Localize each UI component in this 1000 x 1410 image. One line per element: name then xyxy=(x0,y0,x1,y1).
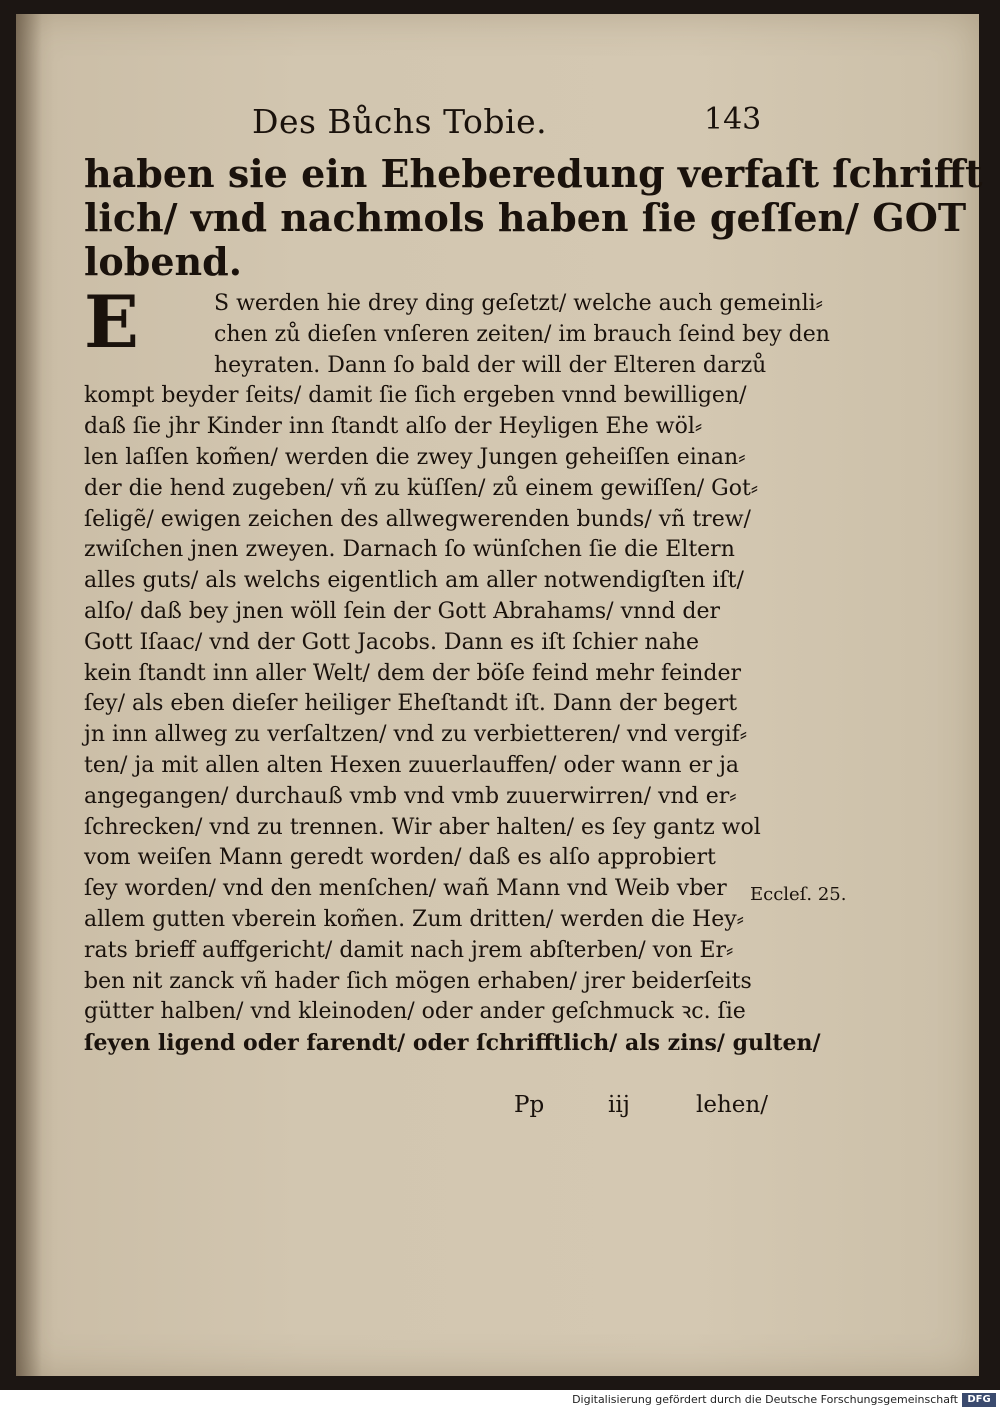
body-line: Gott Iſaac/ vnd der Gott Jacobs. Dann es iſt ſchier nahe xyxy=(84,629,700,655)
body-line: ten/ ja mit allen alten Hexen zuuerlauffen/ oder wann er ja xyxy=(84,752,740,778)
body-line: jn inn allweg zu verſaltzen/ vnd zu verbietteren/ vnd vergif⸗ xyxy=(84,722,748,748)
dfg-logo: DFG xyxy=(962,1393,996,1407)
leaf-number: iij xyxy=(608,1092,630,1118)
body-line: gütter halben/ vnd kleinoden/ oder ander geſchmuck ꝛc. ſie xyxy=(84,999,746,1025)
book-page xyxy=(16,14,983,1376)
intro-line: haben sie ein Eheberedung verfaſt ſchrifft xyxy=(84,151,983,196)
body-line: allem gutten vberein kom̃en. Zum dritten/ werden die Hey⸗ xyxy=(84,906,744,932)
body-line: daß ſie jhr Kinder inn ſtandt alſo der Heyligen Ehe wöl⸗ xyxy=(84,414,703,440)
drop-cap-initial: E xyxy=(84,279,139,364)
body-line: ben nit zanck vñ hader ſich mögen erhaben/ jrer beiderſeits xyxy=(84,968,752,994)
body-line: chen zů dieſen vnſeren zeiten/ im brauch ſeind bey den xyxy=(214,321,830,347)
body-line: kompt beyder ſeits/ damit ſie ſich ergeben vnnd bewilligen/ xyxy=(84,383,747,409)
catchword: lehen/ xyxy=(696,1092,768,1118)
body-line: vom weiſen Mann geredt worden/ daß es alſo approbiert xyxy=(84,845,716,871)
body-line: der die hend zugeben/ vñ zu küſſen/ zů einem gewiſſen/ Got⸗ xyxy=(84,475,759,501)
body-line: S werden hie drey ding geſetzt/ welche auch gemeinli⸗ xyxy=(214,291,824,316)
margin-reference: Eccleſ. 25. xyxy=(750,884,847,905)
intro-paragraph xyxy=(84,151,983,284)
body-line: alſo/ daß bey jnen wöll ſein der Gott Abrahams/ vnnd der xyxy=(84,598,721,624)
intro-line: lich/ vnd nachmols haben ſie geſſen/ GOT xyxy=(84,195,967,240)
signature-mark: Pp xyxy=(514,1092,545,1118)
body-line: rats brieff auffgericht/ damit nach jrem abſterben/ von Er⸗ xyxy=(84,937,734,963)
running-title: Des Bůchs Tobie. xyxy=(252,102,548,141)
body-line: heyraten. Dann ſo bald der will der Elteren darzů xyxy=(214,352,767,378)
body-line: angegangen/ durchauß vmb vnd vmb zuuerwirren/ vnd er⸗ xyxy=(84,783,737,809)
page-number: 143 xyxy=(704,102,762,137)
body-line: ſeyen ligend oder farendt/ oder ſchrifftlich/ als zins/ gulten/ xyxy=(84,1030,821,1057)
body-line: ſey worden/ vnd den menſchen/ wañ Mann vnd Weib vber xyxy=(84,876,727,902)
footer-bar xyxy=(0,1390,1000,1410)
body-line: ſeligẽ/ ewigen zeichen des allwegwerenden bunds/ vñ trew/ xyxy=(84,506,751,532)
intro-line: lobend. xyxy=(84,239,242,284)
body-line: len laſſen kom̃en/ werden die zwey Jungen geheiſſen einan⸗ xyxy=(84,444,746,470)
body-line: ſchrecken/ vnd zu trennen. Wir aber halten/ es ſey gantz wol xyxy=(84,814,761,840)
funding-credit: Digitalisierung gefördert durch die Deutsche Forschungsgemeinschaft xyxy=(572,1393,958,1406)
body-line: ſey/ als eben dieſer heiliger Eheſtandt iſt. Dann der begert xyxy=(84,691,738,717)
body-line: kein ſtandt inn aller Welt/ dem der böſe feind mehr feinder xyxy=(84,660,741,686)
body-line: alles guts/ als welchs eigentlich am aller notwendigſten iſt/ xyxy=(84,568,744,594)
body-line: zwiſchen jnen zweyen. Darnach ſo wünſchen ſie die Eltern xyxy=(84,537,735,563)
